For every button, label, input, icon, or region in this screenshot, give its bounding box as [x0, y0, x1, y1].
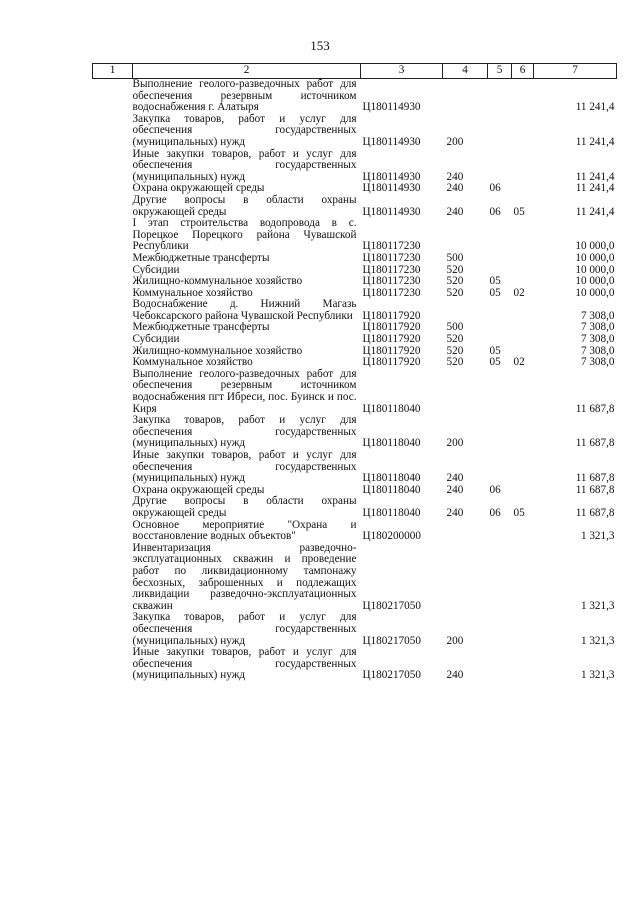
row-expense-group: 200 — [446, 135, 464, 148]
row-amount: 11 241,4 — [575, 205, 615, 218]
row-name: Закупка товаров, работ и услуг для обеспечения государственных (муниципальных) нужд — [132, 414, 357, 450]
cell-col-1 — [93, 647, 133, 682]
row-section — [488, 114, 512, 149]
cell-col-1 — [93, 322, 133, 334]
row-subsection: 05 — [513, 205, 525, 218]
table-row — [93, 299, 617, 322]
row-name: Субсидии — [132, 263, 180, 276]
row-code: Ц180117920 — [362, 333, 421, 346]
table-row — [93, 253, 617, 265]
cell-col-1 — [93, 253, 133, 265]
row-subsection — [512, 114, 534, 149]
cell-col-1 — [93, 496, 133, 519]
row-amount: 11 687,8 — [575, 402, 615, 415]
row-subsection — [512, 520, 534, 543]
table-row — [93, 334, 617, 346]
row-section — [488, 612, 512, 647]
row-code: Ц180114930 — [362, 135, 421, 148]
row-name: Инвентаризация разведочно-эксплуатационных скважин и проведение работ по ликвидационному тампонажу бесхозных, заброшенных и подлежащих ликвидации разведочно-эксплуатационных скважин — [132, 541, 357, 612]
row-code: Ц180117920 — [362, 309, 421, 322]
row-subsection — [512, 218, 534, 253]
row-amount: 7 308,0 — [580, 344, 615, 357]
table-row — [93, 79, 617, 114]
row-section: 05 — [489, 356, 501, 369]
row-section — [488, 520, 512, 543]
header-col-7: 7 — [534, 64, 617, 79]
table-row — [93, 149, 617, 184]
cell-col-1 — [93, 346, 133, 358]
row-section — [488, 322, 512, 334]
row-section: 06 — [489, 182, 501, 195]
row-section — [488, 149, 512, 184]
row-expense-group: 200 — [446, 437, 464, 450]
table-row — [93, 647, 617, 682]
table-row — [93, 114, 617, 149]
row-amount: 11 241,4 — [575, 182, 615, 195]
row-expense-group: 500 — [446, 321, 464, 334]
table-row — [93, 543, 617, 613]
cell-col-1 — [93, 485, 133, 497]
row-code: Ц180118040 — [362, 472, 421, 485]
table-body — [93, 79, 617, 682]
row-section — [488, 415, 512, 450]
row-code: Ц180117230 — [362, 251, 421, 264]
header-col-6: 6 — [512, 64, 534, 79]
row-code: Ц180217050 — [362, 599, 421, 612]
header-col-3: 3 — [361, 64, 443, 79]
row-expense-group — [443, 218, 488, 253]
row-section: 06 — [489, 506, 501, 519]
row-amount: 11 687,8 — [575, 437, 615, 450]
budget-table — [92, 63, 617, 682]
row-expense-group: 240 — [446, 483, 464, 496]
row-name: Иные закупки товаров, работ и услуг для обеспечения государственных (муниципальных) нужд — [132, 449, 357, 485]
cell-col-1 — [93, 369, 133, 415]
table-row — [93, 218, 617, 253]
row-expense-group: 240 — [446, 472, 464, 485]
row-code: Ц180117230 — [362, 240, 421, 253]
row-code: Ц180117230 — [362, 286, 421, 299]
row-name: Закупка товаров, работ и услуг для обеспечения государственных (муниципальных) нужд — [132, 611, 357, 647]
row-expense-group — [443, 520, 488, 543]
table-row — [93, 276, 617, 288]
row-subsection — [512, 149, 534, 184]
row-amount: 11 241,4 — [575, 170, 615, 183]
row-section: 06 — [489, 483, 501, 496]
row-section: 05 — [489, 275, 501, 288]
row-amount: 1 321,3 — [580, 669, 615, 682]
row-name: Охрана окружающей среды — [132, 483, 265, 496]
row-code: Ц180117230 — [362, 263, 421, 276]
header-col-5: 5 — [488, 64, 512, 79]
row-expense-group — [443, 299, 488, 322]
table-row — [93, 496, 617, 519]
row-expense-group: 520 — [446, 286, 464, 299]
row-name: Коммунальное хозяйство — [132, 286, 253, 299]
row-expense-group — [443, 79, 488, 114]
row-expense-group: 240 — [446, 170, 464, 183]
row-subsection — [512, 322, 534, 334]
row-section — [488, 543, 512, 613]
row-section — [488, 218, 512, 253]
row-subsection — [512, 485, 534, 497]
row-name: Водоснабжение д. Нижний Магазь Чебоксарского района Чувашской Республики — [132, 298, 357, 322]
row-name: Жилищно-коммунальное хозяйство — [132, 344, 303, 357]
row-amount: 1 321,3 — [580, 530, 615, 543]
cell-col-1 — [93, 357, 133, 369]
row-expense-group: 520 — [446, 356, 464, 369]
row-subsection: 02 — [513, 286, 525, 299]
row-name: Субсидии — [132, 333, 180, 346]
row-name: Межбюджетные трансферты — [132, 251, 270, 264]
cell-col-1 — [93, 612, 133, 647]
row-expense-group: 200 — [446, 634, 464, 647]
row-name: Иные закупки товаров, работ и услуг для обеспечения государственных (муниципальных) нужд — [132, 646, 357, 682]
table-header — [93, 64, 617, 79]
row-expense-group: 520 — [446, 344, 464, 357]
row-amount: 1 321,3 — [580, 599, 615, 612]
row-amount: 11 241,4 — [575, 101, 615, 114]
row-name: Выполнение геолого-разведочных работ для обеспечения резервным источником водоснабжения г. Алатыря — [132, 78, 357, 114]
row-code: Ц180117920 — [362, 344, 421, 357]
row-code: Ц180217050 — [362, 669, 421, 682]
cell-col-1 — [93, 288, 133, 300]
table-row — [93, 369, 617, 415]
row-section — [488, 334, 512, 346]
row-amount: 10 000,0 — [575, 251, 615, 264]
row-expense-group: 240 — [446, 205, 464, 218]
row-subsection — [512, 79, 534, 114]
row-code: Ц180117920 — [362, 321, 421, 334]
row-section: 06 — [489, 205, 501, 218]
row-subsection — [512, 543, 534, 613]
row-subsection — [512, 265, 534, 277]
row-name: Другие вопросы в области охраны окружающей среды — [132, 193, 357, 218]
row-section — [488, 647, 512, 682]
row-section: 05 — [489, 286, 501, 299]
row-expense-group: 500 — [446, 251, 464, 264]
row-name: Коммунальное хозяйство — [132, 356, 253, 369]
row-expense-group: 520 — [446, 275, 464, 288]
row-subsection — [512, 612, 534, 647]
row-amount: 1 321,3 — [580, 634, 615, 647]
row-name: I этап строительства водопровода в с. Порецкое Порецкого района Чувашской Республики — [132, 217, 357, 253]
row-amount: 11 687,8 — [575, 483, 615, 496]
cell-col-1 — [93, 183, 133, 195]
row-code: Ц180117920 — [362, 356, 421, 369]
row-subsection — [512, 647, 534, 682]
row-amount: 7 308,0 — [580, 321, 615, 334]
row-expense-group: 240 — [446, 182, 464, 195]
row-section — [488, 79, 512, 114]
row-amount: 10 000,0 — [575, 286, 615, 299]
cell-col-1 — [93, 276, 133, 288]
cell-col-1 — [93, 149, 133, 184]
row-subsection — [512, 183, 534, 195]
row-expense-group — [443, 543, 488, 613]
row-name: Иные закупки товаров, работ и услуг для обеспечения государственных (муниципальных) нужд — [132, 147, 357, 183]
row-expense-group — [443, 369, 488, 415]
row-code: Ц180114930 — [362, 101, 421, 114]
cell-col-1 — [93, 114, 133, 149]
row-amount: 7 308,0 — [580, 356, 615, 369]
row-name: Основное мероприятие "Охрана и восстановление водных объектов" — [132, 518, 357, 543]
row-section: 05 — [489, 344, 501, 357]
row-name: Охрана окружающей среды — [132, 182, 265, 195]
row-code: Ц180118040 — [362, 483, 421, 496]
row-section — [488, 450, 512, 485]
cell-col-1 — [93, 520, 133, 543]
cell-col-1 — [93, 543, 133, 613]
cell-col-1 — [93, 195, 133, 218]
table-row — [93, 415, 617, 450]
row-subsection: 02 — [513, 356, 525, 369]
row-code: Ц180118040 — [362, 506, 421, 519]
row-name: Выполнение геолого-разведочных работ для обеспечения резервным источником водоснабжения пгт Ибреси, пос. Буинск и пос. Киря — [132, 367, 357, 415]
row-code: Ц180118040 — [362, 437, 421, 450]
row-code: Ц180114930 — [362, 182, 421, 195]
cell-col-1 — [93, 79, 133, 114]
row-subsection — [512, 334, 534, 346]
row-code: Ц180114930 — [362, 205, 421, 218]
row-expense-group: 240 — [446, 669, 464, 682]
row-section — [488, 253, 512, 265]
row-amount: 7 308,0 — [580, 333, 615, 346]
row-amount: 11 241,4 — [575, 135, 615, 148]
cell-col-1 — [93, 334, 133, 346]
header-col-4: 4 — [443, 64, 488, 79]
header-col-1: 1 — [93, 64, 133, 79]
row-subsection — [512, 369, 534, 415]
row-amount: 11 687,8 — [575, 506, 615, 519]
cell-col-1 — [93, 299, 133, 322]
row-name: Межбюджетные трансферты — [132, 321, 270, 334]
row-code: Ц180117230 — [362, 275, 421, 288]
cell-col-1 — [93, 218, 133, 253]
header-col-2: 2 — [133, 64, 361, 79]
row-name: Закупка товаров, работ и услуг для обеспечения государственных (муниципальных) нужд — [132, 112, 357, 148]
header-row — [93, 64, 617, 79]
table-row — [93, 612, 617, 647]
row-expense-group: 520 — [446, 263, 464, 276]
cell-col-1 — [93, 265, 133, 277]
row-code: Ц180200000 — [362, 530, 421, 543]
row-code: Ц180217050 — [362, 634, 421, 647]
row-amount: 10 000,0 — [575, 240, 615, 253]
row-name: Жилищно-коммунальное хозяйство — [132, 275, 303, 288]
row-subsection — [512, 253, 534, 265]
cell-col-1 — [93, 415, 133, 450]
row-subsection — [512, 450, 534, 485]
row-expense-group: 240 — [446, 506, 464, 519]
row-amount: 7 308,0 — [580, 309, 615, 322]
table-row — [93, 520, 617, 543]
row-code: Ц180114930 — [362, 170, 421, 183]
page-number: 153 — [310, 38, 330, 53]
row-expense-group: 520 — [446, 333, 464, 346]
row-subsection — [512, 299, 534, 322]
row-subsection — [512, 276, 534, 288]
row-amount: 10 000,0 — [575, 275, 615, 288]
row-subsection: 05 — [513, 506, 525, 519]
row-code: Ц180118040 — [362, 402, 421, 415]
table-row — [93, 450, 617, 485]
row-section — [488, 299, 512, 322]
row-amount: 11 687,8 — [575, 472, 615, 485]
table-row — [93, 195, 617, 218]
cell-col-1 — [93, 450, 133, 485]
row-amount: 10 000,0 — [575, 263, 615, 276]
row-section — [488, 369, 512, 415]
row-name: Другие вопросы в области охраны окружающей среды — [132, 495, 357, 519]
row-subsection — [512, 415, 534, 450]
